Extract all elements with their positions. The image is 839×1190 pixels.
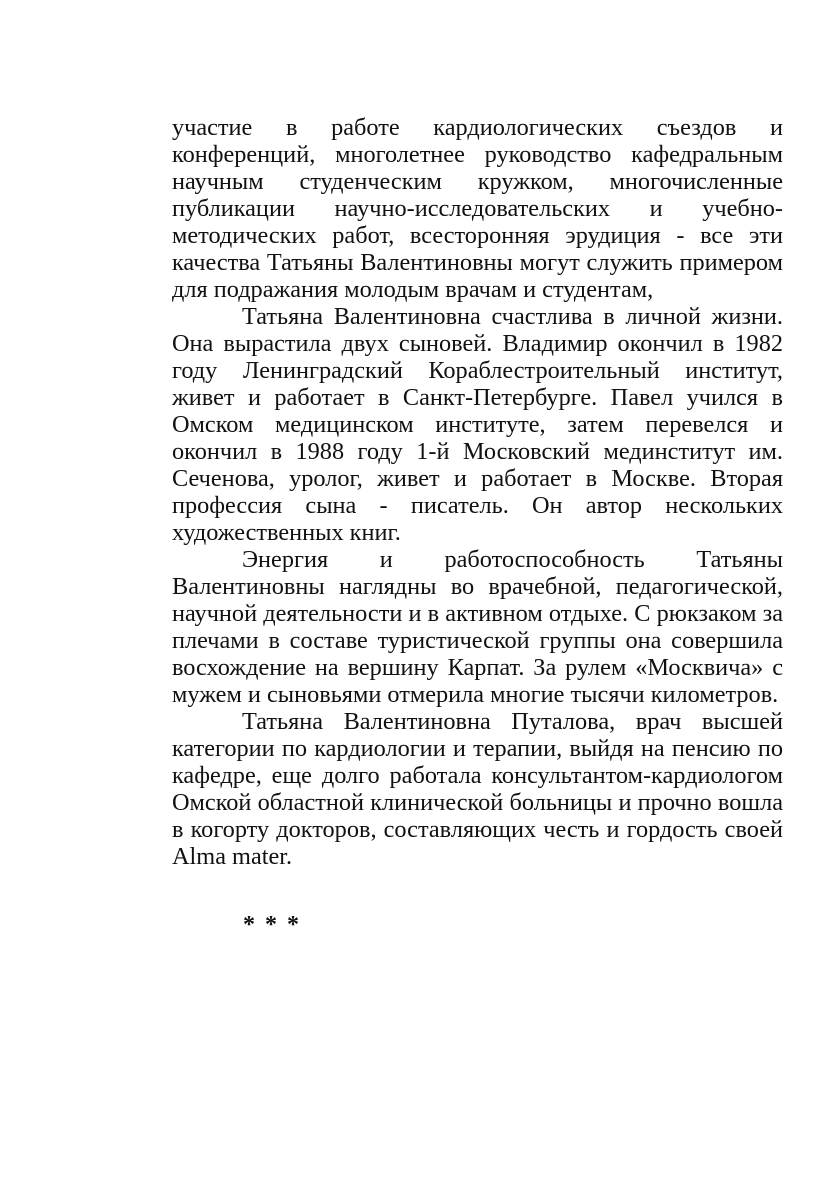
section-separator: * * * [243, 912, 301, 938]
text-line: методических работ, всесторонняя эрудиция - все эти [172, 222, 783, 249]
text-line: году Ленинградский Кораблестроительный институт, [172, 357, 783, 384]
text-line: Энергия и работоспособность Татьяны [242, 546, 783, 573]
text-line: художественных книг. [172, 519, 401, 546]
text-line: Татьяна Валентиновна счастлива в личной жизни. [242, 303, 783, 330]
text-line: живет и работает в Санкт-Петербурге. Павел учился в [172, 384, 783, 411]
text-line: профессия сына - писатель. Он автор нескольких [172, 492, 783, 519]
text-line: кафедре, еще долго работала консультантом-кардиологом [172, 762, 783, 789]
text-line: плечами в составе туристической группы она совершила [172, 627, 783, 654]
text-line: качества Татьяны Валентиновны могут служить примером [172, 249, 783, 276]
text-line: мужем и сыновьями отмерила многие тысячи километров. [172, 681, 779, 708]
text-line: участие в работе кардиологических съездов и [172, 114, 783, 141]
text-line: публикации научно-исследовательских и учебно- [172, 195, 783, 222]
document-body [172, 114, 783, 870]
text-line: научным студенческим кружком, многочисленные [172, 168, 783, 195]
text-line: Омском медицинском институте, затем перевелся и [172, 411, 783, 438]
text-line: в когорту докторов, составляющих честь и гордость своей [172, 816, 783, 843]
text-line: Сеченова, уролог, живет и работает в Москве. Вторая [172, 465, 783, 492]
paragraph-4 [172, 708, 783, 870]
paragraph-1 [172, 114, 783, 303]
text-line: конференций, многолетнее руководство кафедральным [172, 141, 783, 168]
text-line: окончил в 1988 году 1-й Московский мединститут им. [172, 438, 783, 465]
paragraph-2 [172, 303, 783, 546]
text-line: восхождение на вершину Карпат. За рулем «Москвича» с [172, 654, 783, 681]
text-line: Татьяна Валентиновна Путалова, врач высшей [242, 708, 783, 735]
text-line: категории по кардиологии и терапии, выйдя на пенсию по [172, 735, 783, 762]
text-line: научной деятельности и в активном отдыхе. С рюкзаком за [172, 600, 783, 627]
text-line: Она вырастила двух сыновей. Владимир окончил в 1982 [172, 330, 783, 357]
text-line: Валентиновны наглядны во врачебной, педагогической, [172, 573, 783, 600]
paragraph-3 [172, 546, 783, 708]
text-line: Омской областной клинической больницы и прочно вошла [172, 789, 783, 816]
text-line: для подражания молодым врачам и студентам, [172, 276, 654, 303]
text-line: Alma mater. [172, 843, 293, 870]
